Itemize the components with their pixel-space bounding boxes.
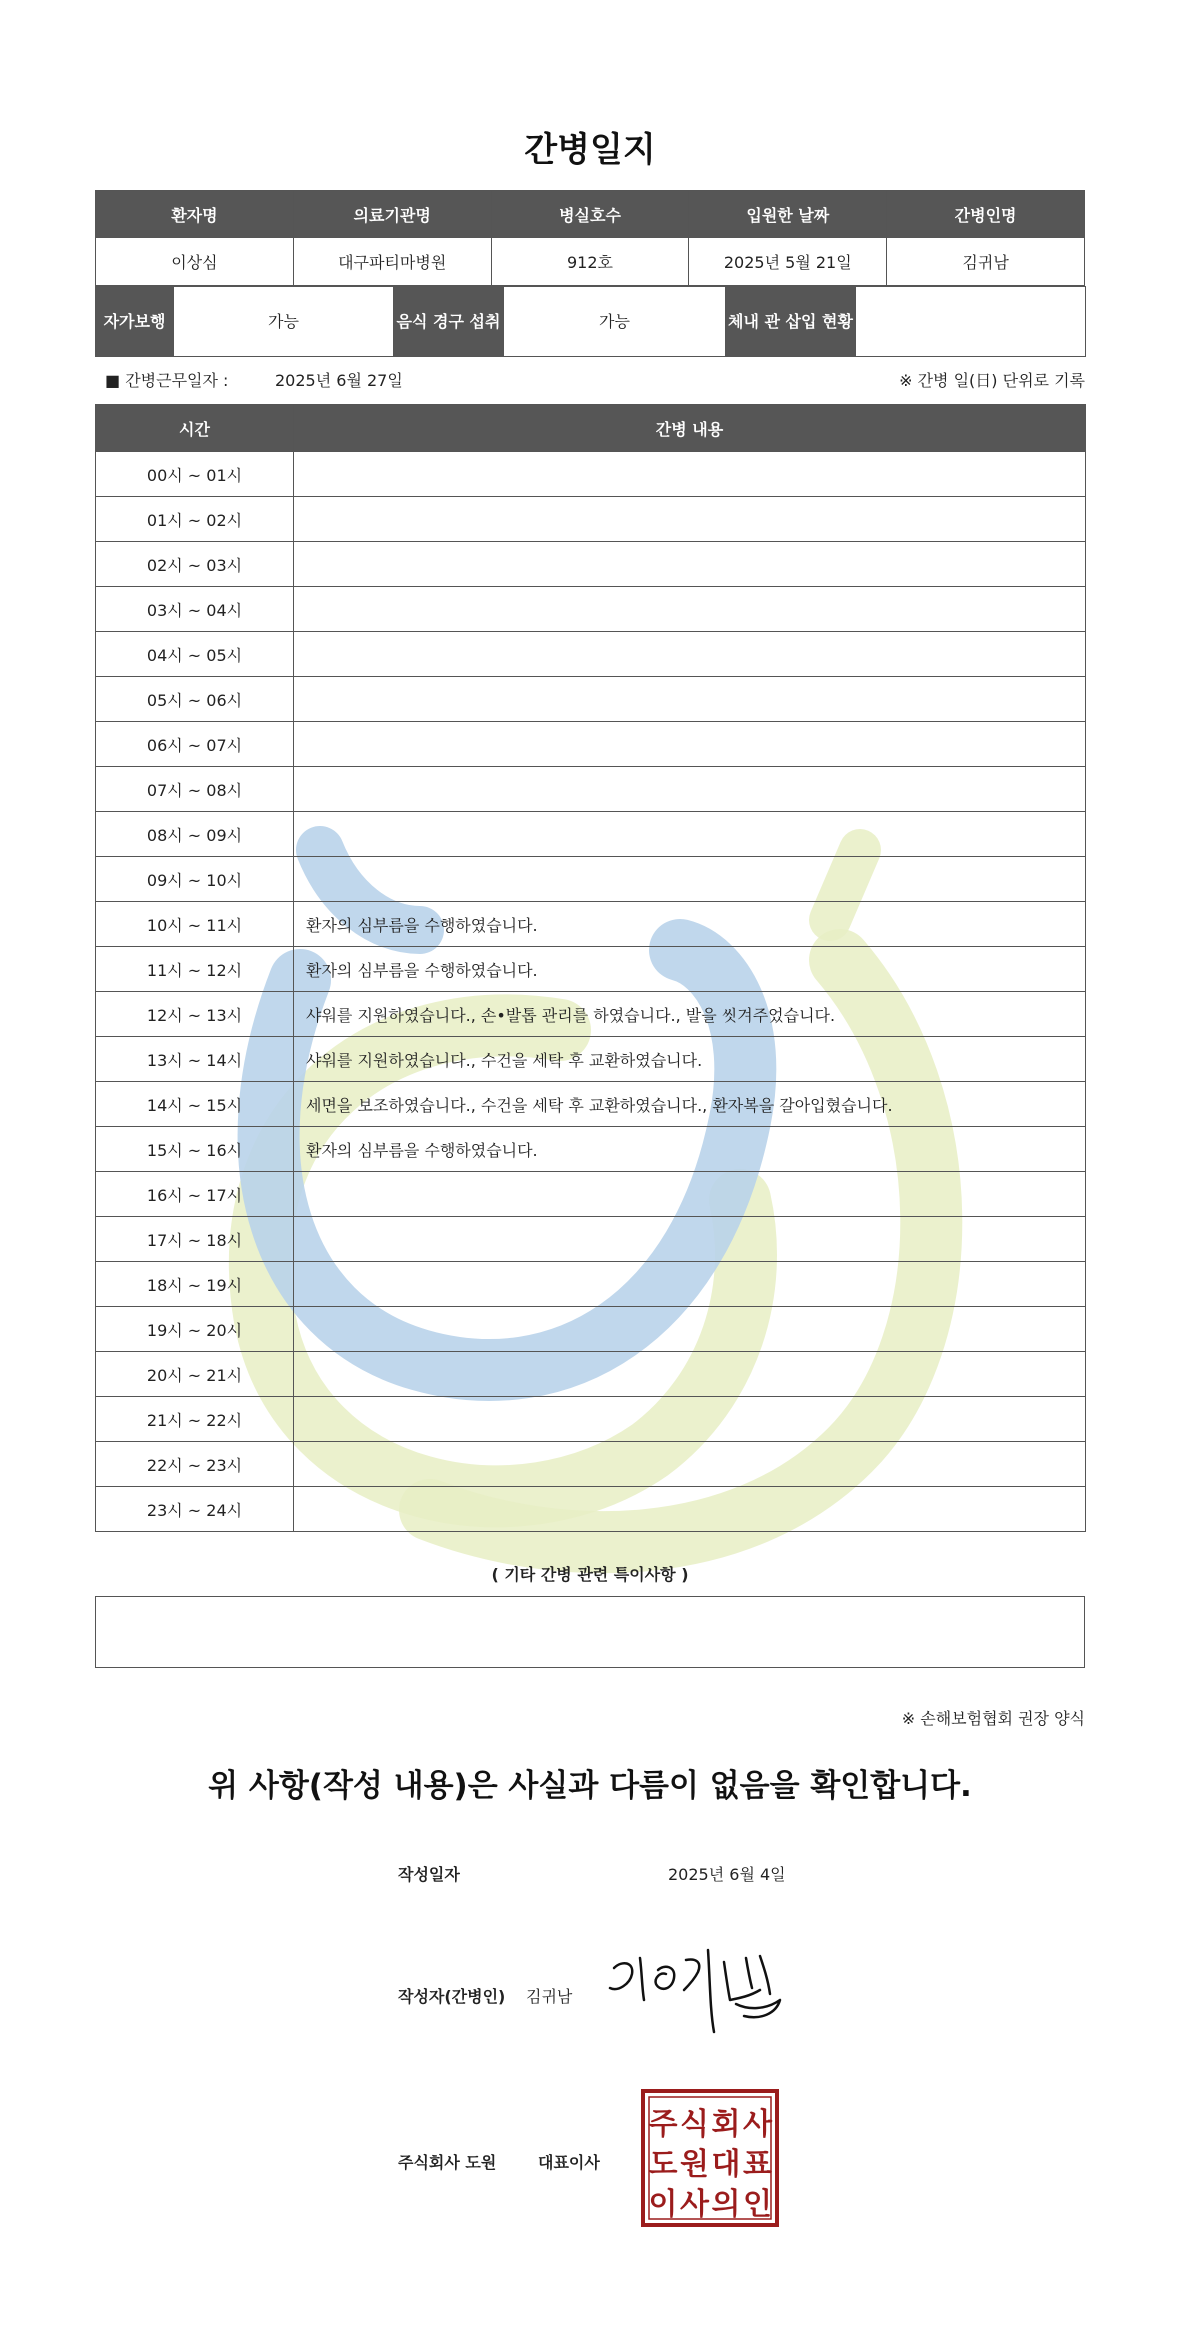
care-log-content <box>294 767 1086 812</box>
care-log-content <box>294 722 1086 767</box>
care-log-row <box>96 1442 1086 1487</box>
seal-glyph: 식 <box>680 2107 709 2142</box>
tube-status-value <box>856 287 1086 357</box>
work-date-label: ■ 간병근무일자 : <box>105 371 229 390</box>
care-log-content <box>294 1307 1086 1352</box>
care-log-time: 08시 ~ 09시 <box>96 812 294 857</box>
care-log-content <box>294 587 1086 632</box>
care-log-row <box>96 1127 1086 1172</box>
care-log-time: 19시 ~ 20시 <box>96 1307 294 1352</box>
ceo-label: 대표이사 <box>538 2153 600 2172</box>
care-log-row <box>96 1082 1086 1127</box>
care-log-time: 16시 ~ 17시 <box>96 1172 294 1217</box>
care-log-content <box>294 812 1086 857</box>
care-log-content: 환자의 심부름을 수행하였습니다. <box>294 902 1086 947</box>
patient-info-value-row <box>96 238 1085 286</box>
care-log-row <box>96 452 1086 497</box>
care-log-time: 14시 ~ 15시 <box>96 1082 294 1127</box>
hospital-name-value: 대구파티마병원 <box>293 238 491 286</box>
patient-name-header: 환자명 <box>96 191 294 238</box>
care-log-row <box>96 1352 1086 1397</box>
hospital-name-header: 의료기관명 <box>293 191 491 238</box>
admission-date-header: 입원한 날짜 <box>689 191 887 238</box>
care-log-content: 환자의 심부름을 수행하였습니다. <box>294 947 1086 992</box>
care-log-body <box>96 452 1086 1532</box>
care-log-content <box>294 857 1086 902</box>
care-log-time: 06시 ~ 07시 <box>96 722 294 767</box>
seal-glyph: 이 <box>648 2187 678 2222</box>
care-log-row <box>96 677 1086 722</box>
care-log-time: 02시 ~ 03시 <box>96 542 294 587</box>
written-date-label: 작성일자 <box>398 1865 460 1884</box>
self-walk-value: 가능 <box>174 287 394 357</box>
work-date-value: 2025년 6월 27일 <box>275 371 403 390</box>
care-log-time: 13시 ~ 14시 <box>96 1037 294 1082</box>
care-log-time: 11시 ~ 12시 <box>96 947 294 992</box>
care-log-time: 04시 ~ 05시 <box>96 632 294 677</box>
care-log-row <box>96 587 1086 632</box>
oral-intake-label: 음식 경구 섭취 <box>394 287 504 357</box>
care-log-row <box>96 1487 1086 1532</box>
seal-glyph: 회 <box>711 2107 741 2142</box>
record-unit-note: ※ 간병 일(日) 단위로 기록 <box>899 371 1085 390</box>
patient-condition-row <box>96 287 1086 357</box>
content-column-header: 간병 내용 <box>294 405 1086 452</box>
seal-glyph: 도 <box>648 2147 678 2182</box>
care-log-content <box>294 632 1086 677</box>
seal-glyph: 표 <box>743 2147 772 2182</box>
care-log-row <box>96 497 1086 542</box>
care-log-content <box>294 1352 1086 1397</box>
care-log-content: 환자의 심부름을 수행하였습니다. <box>294 1127 1086 1172</box>
room-number-value: 912호 <box>491 238 689 286</box>
care-log-row <box>96 1397 1086 1442</box>
patient-info-header-row <box>96 191 1085 238</box>
care-log-row <box>96 1307 1086 1352</box>
care-log-time: 00시 ~ 01시 <box>96 452 294 497</box>
care-log-row <box>96 947 1086 992</box>
care-log-content <box>294 1397 1086 1442</box>
care-log-row <box>96 542 1086 587</box>
patient-condition-table <box>95 286 1086 357</box>
care-log-row <box>96 1172 1086 1217</box>
care-log-content <box>294 1172 1086 1217</box>
care-log-header-row <box>96 405 1086 452</box>
care-log-content <box>294 1217 1086 1262</box>
seal-glyph: 주 <box>648 2107 678 2142</box>
care-log-row <box>96 992 1086 1037</box>
care-log-time: 01시 ~ 02시 <box>96 497 294 542</box>
care-log-content <box>294 1442 1086 1487</box>
care-log-time: 15시 ~ 16시 <box>96 1127 294 1172</box>
care-log-time: 03시 ~ 04시 <box>96 587 294 632</box>
seal-glyph: 사 <box>680 2187 709 2222</box>
seal-glyph: 대 <box>711 2147 741 2182</box>
special-notes-box <box>95 1596 1085 1668</box>
seal-glyph: 원 <box>680 2147 709 2182</box>
care-log-time: 10시 ~ 11시 <box>96 902 294 947</box>
care-log-row <box>96 1217 1086 1262</box>
special-notes-title: ( 기타 간병 관련 특이사항 ) <box>491 1565 689 1584</box>
care-log-content <box>294 452 1086 497</box>
care-log-row <box>96 722 1086 767</box>
admission-date-value: 2025년 5월 21일 <box>689 238 887 286</box>
care-log-content: 세면을 보조하였습니다., 수건을 세탁 후 교환하였습니다., 환자복을 갈아입혔습니다. <box>294 1082 1086 1127</box>
care-log-row <box>96 857 1086 902</box>
care-log-content <box>294 1487 1086 1532</box>
care-log-row <box>96 1037 1086 1082</box>
care-log-content <box>294 542 1086 587</box>
care-log-content <box>294 1262 1086 1307</box>
tube-status-label: 체내 관 삽입 현황 <box>726 287 856 357</box>
care-log-time: 07시 ~ 08시 <box>96 767 294 812</box>
oral-intake-value: 가능 <box>504 287 726 357</box>
writer-label: 작성자(간병인) <box>398 1987 506 2006</box>
seal-glyph: 의 <box>711 2187 741 2222</box>
care-log-content <box>294 497 1086 542</box>
patient-info-table <box>95 190 1085 286</box>
care-log-content: 샤워를 지원하였습니다., 수건을 세탁 후 교환하였습니다. <box>294 1037 1086 1082</box>
care-log-table <box>95 404 1086 1532</box>
writer-name: 김귀남 <box>526 1987 573 2006</box>
written-date-value: 2025년 6월 4일 <box>668 1865 786 1884</box>
page-title: 간병일지 <box>524 130 656 170</box>
confirmation-statement: 위 사항(작성 내용)은 사실과 다름이 없음을 확인합니다. <box>208 1768 972 1804</box>
care-log-time: 20시 ~ 21시 <box>96 1352 294 1397</box>
company-seal <box>640 2088 780 2228</box>
time-column-header: 시간 <box>96 405 294 452</box>
seal-glyph: 인 <box>743 2187 772 2222</box>
care-log-row <box>96 632 1086 677</box>
care-log-row <box>96 767 1086 812</box>
care-log-row <box>96 902 1086 947</box>
care-log-time: 05시 ~ 06시 <box>96 677 294 722</box>
seal-glyph: 사 <box>743 2107 772 2142</box>
caregiver-name-header: 간병인명 <box>887 191 1085 238</box>
care-log-time: 12시 ~ 13시 <box>96 992 294 1037</box>
care-log-time: 17시 ~ 18시 <box>96 1217 294 1262</box>
care-log-time: 18시 ~ 19시 <box>96 1262 294 1307</box>
handwritten-signature <box>600 1940 790 2040</box>
company-label: 주식회사 도원 <box>398 2153 497 2172</box>
care-log-time: 21시 ~ 22시 <box>96 1397 294 1442</box>
caregiver-name-value: 김귀남 <box>887 238 1085 286</box>
care-log-time: 22시 ~ 23시 <box>96 1442 294 1487</box>
self-walk-label: 자가보행 <box>96 287 174 357</box>
care-log-time: 09시 ~ 10시 <box>96 857 294 902</box>
care-log-row <box>96 812 1086 857</box>
recommended-form-note: ※ 손해보험협회 권장 양식 <box>901 1709 1085 1728</box>
care-log-content <box>294 677 1086 722</box>
care-log-content: 샤워를 지원하였습니다., 손•발톱 관리를 하였습니다., 발을 씻겨주었습니다. <box>294 992 1086 1037</box>
room-number-header: 병실호수 <box>491 191 689 238</box>
care-log-row <box>96 1262 1086 1307</box>
care-log-time: 23시 ~ 24시 <box>96 1487 294 1532</box>
patient-name-value: 이상심 <box>96 238 294 286</box>
